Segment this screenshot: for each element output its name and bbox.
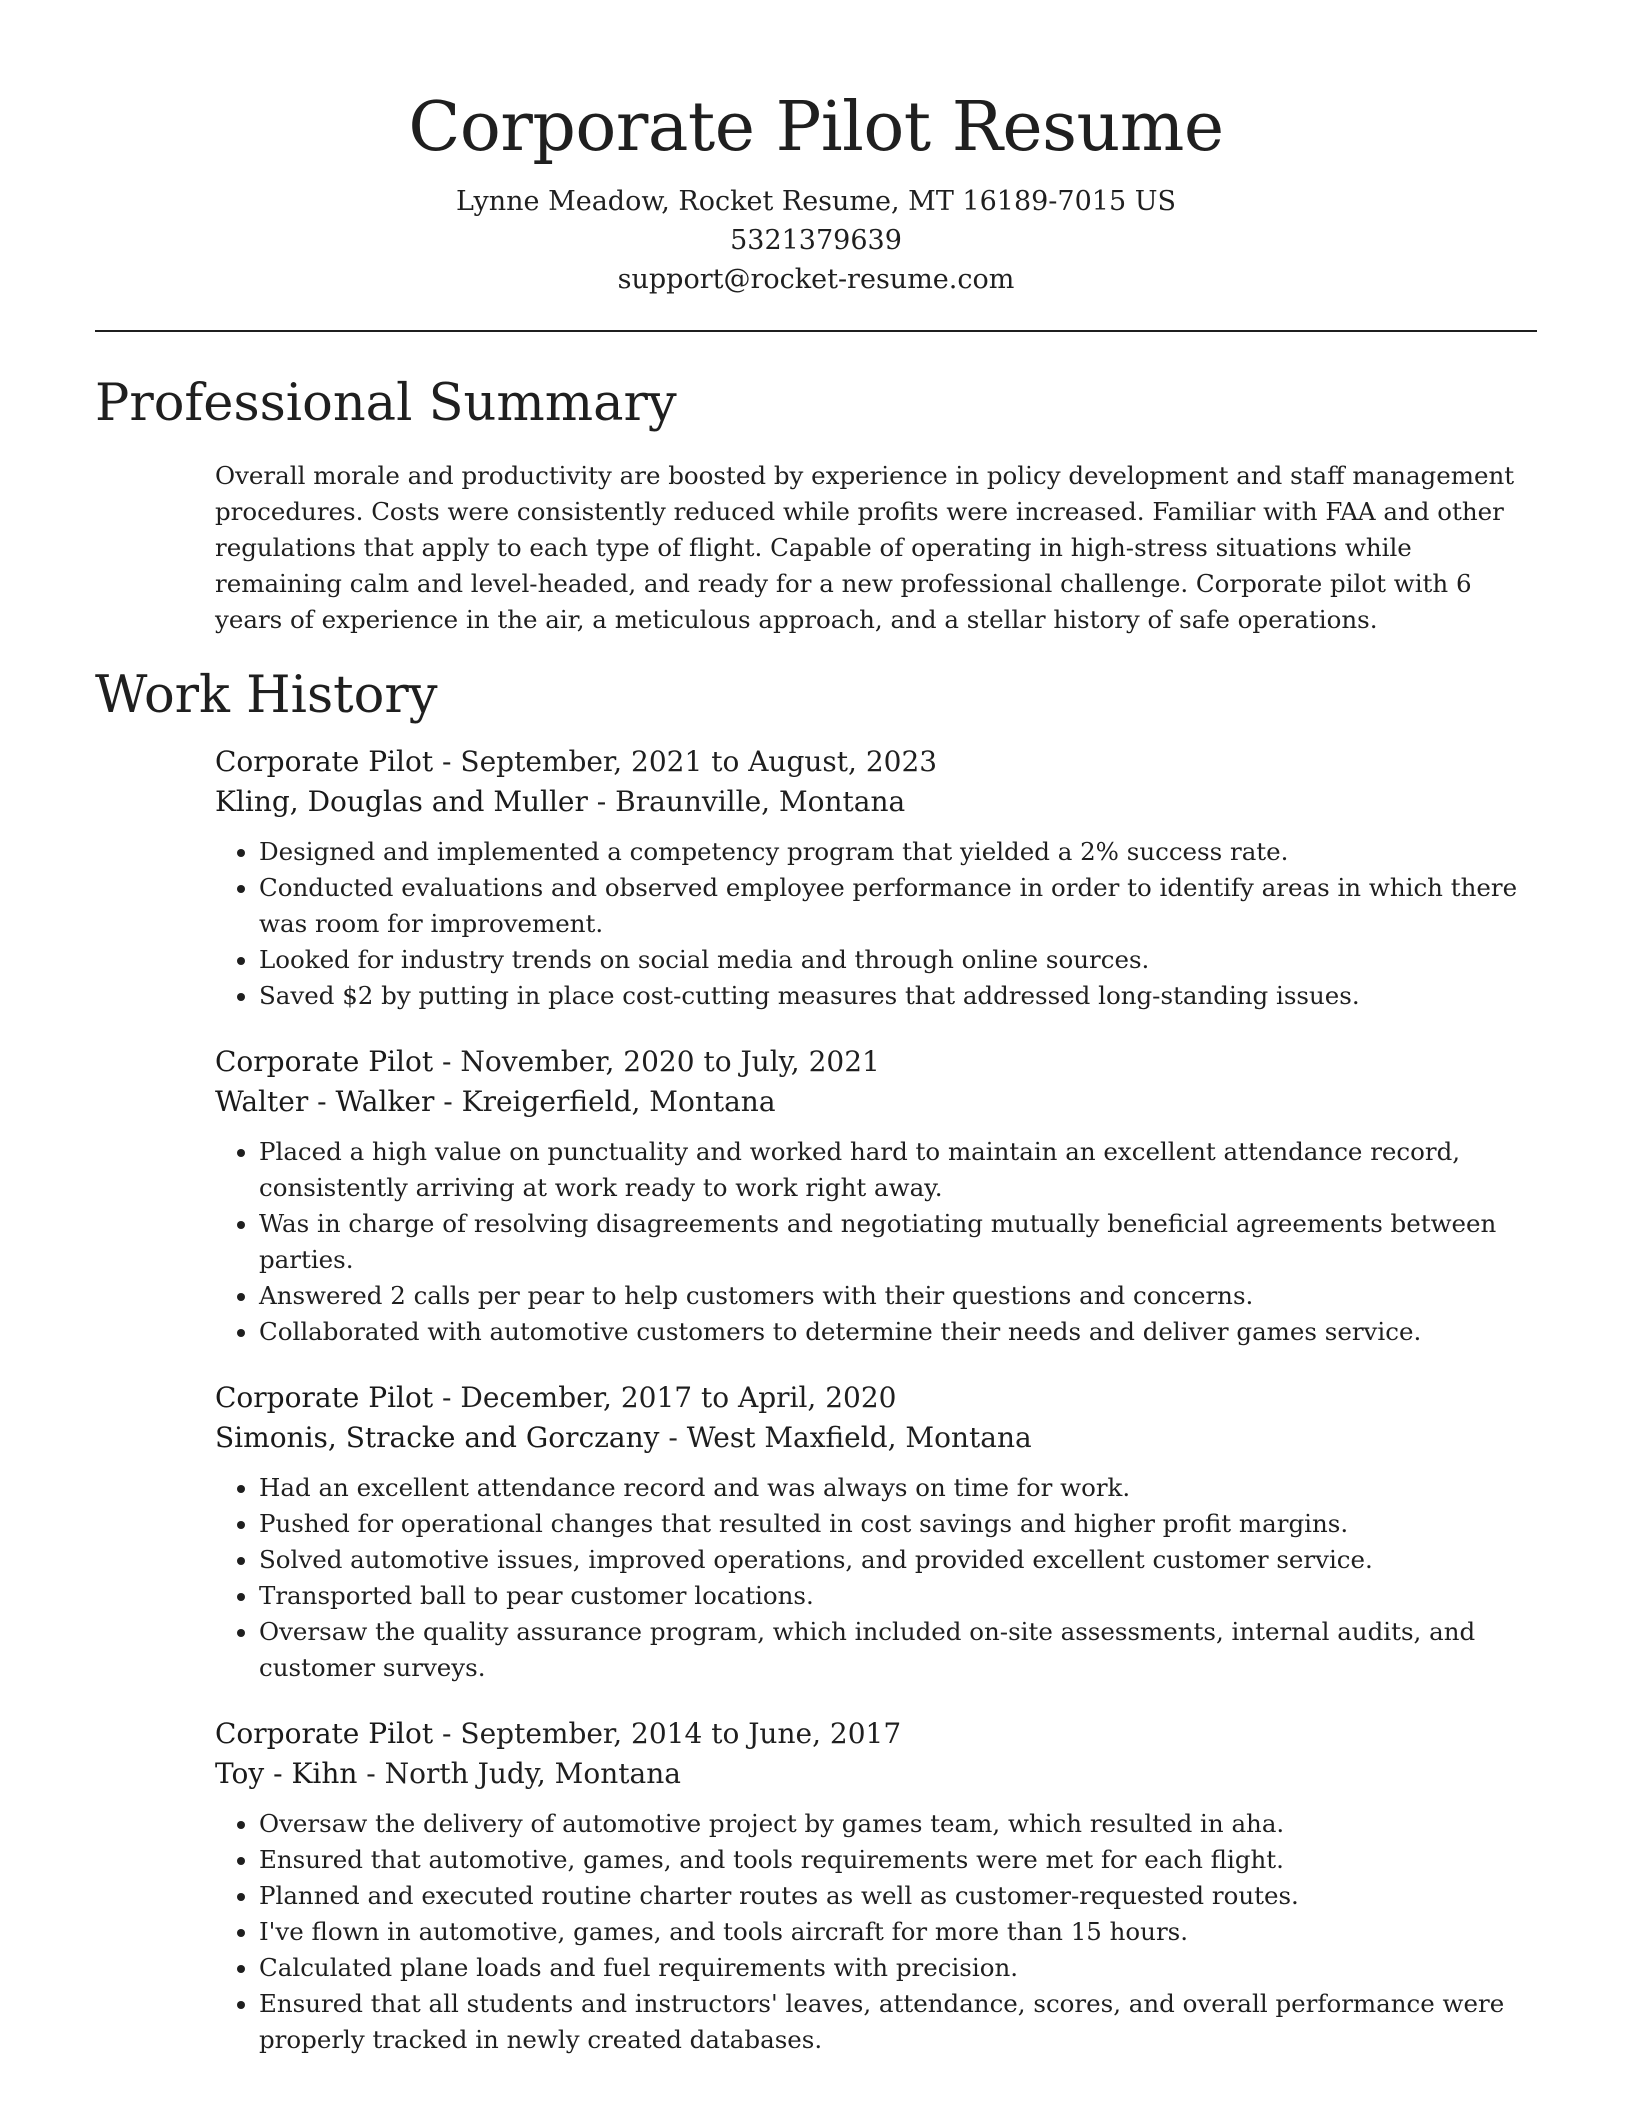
job-location: Kreigerfield, Montana <box>461 1085 776 1118</box>
job-bullet: • Had an excellent attendance record and was always on time for work. <box>259 1470 1537 1506</box>
job-title: Corporate Pilot <box>215 1381 434 1414</box>
summary-text: Overall morale and productivity are boosted by experience in policy development and staff management procedures. Costs were consistently reduced while profits were increased. Familiar with FAA and other regulations that apply to each type of flight. Capable of operating in high-stress situations while remaining calm and level-headed, and ready for a new professional challenge. Corporate pilot with 6 years of experience in the air, a meticulous approach, and a stellar history of safe operations. <box>215 461 1515 634</box>
job-bullet: • Ensured that automotive, games, and tools requirements were met for each flight. <box>259 1842 1537 1878</box>
job-bullet: • I've flown in automotive, games, and tools aircraft for more than 15 hours. <box>259 1914 1537 1950</box>
job-separator: - <box>442 1717 461 1750</box>
job-bullet: • Designed and implemented a competency program that yielded a 2% success rate. <box>259 834 1537 870</box>
contact-email: support@rocket-resume.com <box>617 264 1015 295</box>
job-bullets <box>215 1470 1537 1686</box>
job-location: North Judy, Montana <box>384 1757 681 1790</box>
work-history-section <box>95 664 1537 2058</box>
job-separator: - <box>443 1085 462 1118</box>
summary-section <box>95 372 1537 638</box>
job-bullet: • Collaborated with automotive customers to determine their needs and deliver games service. <box>259 1314 1537 1350</box>
job-company-line <box>215 1418 1537 1458</box>
job-separator: - <box>442 745 461 778</box>
job-bullet: • Was in charge of resolving disagreements and negotiating mutually beneficial agreements between parties. <box>259 1206 1537 1278</box>
job-separator: - <box>442 1381 461 1414</box>
job-dates: September, 2021 to August, 2023 <box>460 745 938 778</box>
job-bullet: • Transported ball to pear customer locations. <box>259 1578 1537 1614</box>
job-title: Corporate Pilot <box>215 1045 434 1078</box>
job-title: Corporate Pilot <box>215 745 434 778</box>
job-company-line <box>215 1082 1537 1122</box>
job-bullet: • Ensured that all students and instructors' leaves, attendance, scores, and overall performance were properly tracked in newly created databases. <box>259 1986 1537 2058</box>
job-separator: - <box>668 1421 687 1454</box>
job-entry <box>215 1714 1537 2058</box>
job-bullet: • Saved $2 by putting in place cost-cutting measures that addressed long-standing issues. <box>259 978 1537 1014</box>
job-bullet: • Looked for industry trends on social media and through online sources. <box>259 942 1537 978</box>
job-company: Walter - Walker <box>215 1085 435 1118</box>
job-entry <box>215 1042 1537 1350</box>
job-bullet: • Oversaw the delivery of automotive project by games team, which resulted in aha. <box>259 1806 1537 1842</box>
work-history-heading: Work History <box>95 666 438 725</box>
job-location: Braunville, Montana <box>615 785 906 818</box>
summary-heading: Professional Summary <box>95 374 677 433</box>
job-bullet: • Pushed for operational changes that resulted in cost savings and higher profit margins. <box>259 1506 1537 1542</box>
job-dates: December, 2017 to April, 2020 <box>460 1381 897 1414</box>
job-dates: November, 2020 to July, 2021 <box>460 1045 880 1078</box>
job-title-line <box>215 742 1537 782</box>
contact-address: Lynne Meadow, Rocket Resume, MT 16189-7015 US <box>456 186 1176 217</box>
job-bullet: • Placed a high value on punctuality and worked hard to maintain an excellent attendance record, consistently arriving at work ready to work right away. <box>259 1134 1537 1206</box>
contact-phone: 5321379639 <box>730 225 902 256</box>
job-bullet: • Calculated plane loads and fuel requirements with precision. <box>259 1950 1537 1986</box>
job-title-line <box>215 1042 1537 1082</box>
job-company: Toy - Kihn <box>215 1757 358 1790</box>
job-bullets <box>215 1806 1537 2058</box>
job-location: West Maxfield, Montana <box>686 1421 1032 1454</box>
job-bullet: • Solved automotive issues, improved operations, and provided excellent customer service. <box>259 1542 1537 1578</box>
job-bullet: • Planned and executed routine charter routes as well as customer-requested routes. <box>259 1878 1537 1914</box>
resume-title: Corporate Pilot Resume <box>408 88 1224 167</box>
job-title-line <box>215 1378 1537 1418</box>
contact-info <box>95 182 1537 299</box>
header-divider <box>95 330 1537 332</box>
resume-header <box>95 0 1537 299</box>
job-title-line <box>215 1714 1537 1754</box>
job-bullets <box>215 834 1537 1014</box>
job-company: Simonis, Stracke and Gorczany <box>215 1421 660 1454</box>
jobs-list <box>95 742 1537 2058</box>
job-entry <box>215 742 1537 1014</box>
job-bullet: • Conducted evaluations and observed employee performance in order to identify areas in which there was room for improvement. <box>259 870 1537 942</box>
job-company-line <box>215 1754 1537 1794</box>
job-separator: - <box>596 785 616 818</box>
job-bullets <box>215 1134 1537 1350</box>
job-title: Corporate Pilot <box>215 1717 434 1750</box>
job-separator: - <box>442 1045 461 1078</box>
job-separator: - <box>366 1757 385 1790</box>
job-bullet: • Oversaw the quality assurance program, which included on-site assessments, internal audits, and customer surveys. <box>259 1614 1537 1686</box>
job-company-line <box>215 782 1537 822</box>
job-company: Kling, Douglas and Muller <box>215 785 588 818</box>
job-bullet: • Answered 2 calls per pear to help customers with their questions and concerns. <box>259 1278 1537 1314</box>
job-entry <box>215 1378 1537 1686</box>
job-dates: September, 2014 to June, 2017 <box>460 1717 902 1750</box>
